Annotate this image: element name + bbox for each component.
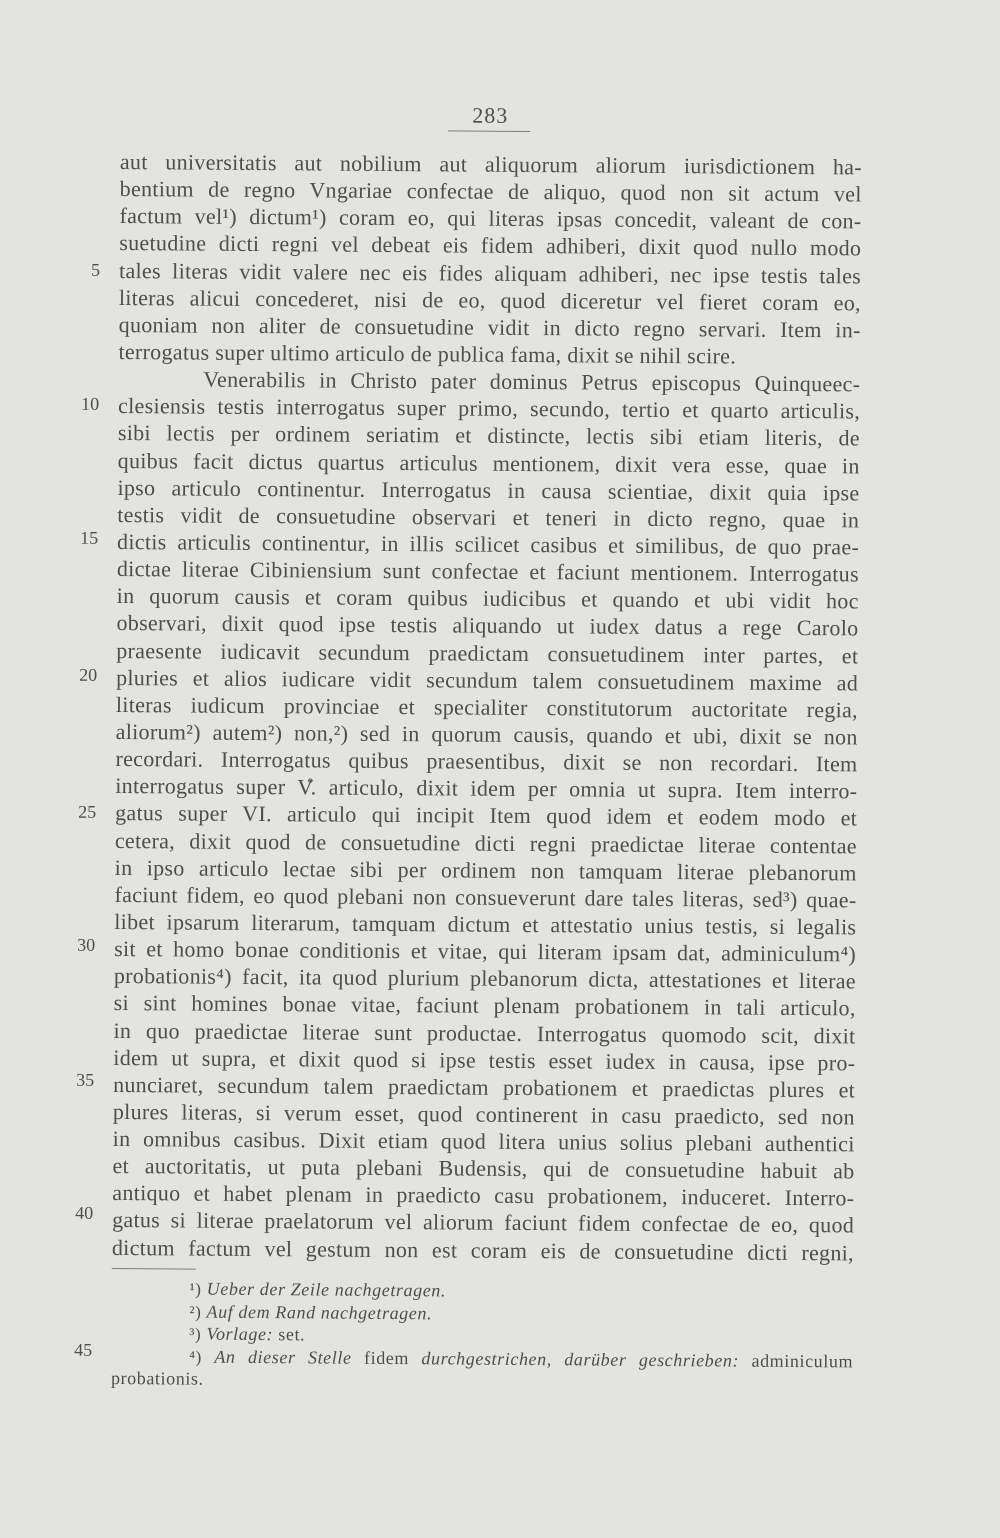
line-number: 25 bbox=[78, 801, 97, 822]
text-line: si sint homines bonae vitae, faciunt plenam probationem in tali articulo, bbox=[113, 990, 856, 1021]
text-line: testis vidit de consuetudine observari et teneri in dicto regno, quae in bbox=[117, 501, 860, 533]
footnote-marker: ³) bbox=[189, 1324, 202, 1344]
text-line: recordari. Interrogatus quibus praesentibus, dixit se non recordari. Item bbox=[115, 746, 858, 777]
footnote-marker: ²) bbox=[189, 1302, 202, 1322]
text-line: suetudine dicti regni vel debeat eis fidem adhiberi, dixit quod nullo modo bbox=[119, 230, 862, 261]
footnote-text-roman: adminiculum bbox=[751, 1350, 854, 1371]
footnote-text-italic: An dieser Stelle bbox=[214, 1346, 352, 1368]
text-line: ipso articulo continentur. Interrogatus in causa scientiae, dixit quia ipse bbox=[117, 474, 860, 506]
text-line: tales literas vidit valere nec eis fides aliquam adhiberi, nec ipse testis tales bbox=[119, 257, 862, 288]
footnote-text-italic: durchgestrichen, darüber geschrieben: bbox=[421, 1347, 740, 1371]
footnote-marker: ¹) bbox=[189, 1279, 202, 1299]
text-line: sit et homo bonae conditionis et vitae, qui literam ipsam dat, adminiculum⁴) bbox=[114, 936, 857, 967]
text-line: dictae literae Cibiniensium sunt confectae et faciunt mentionem. Interrogatus bbox=[116, 556, 859, 587]
line-number: 40 bbox=[75, 1202, 94, 1223]
text-line: antiquo et habet plenam in praedicto casu probationem, induceret. Interro- bbox=[112, 1180, 855, 1211]
footnote-text-roman: fidem bbox=[363, 1347, 410, 1368]
text-line: dictum factum vel gestum non est coram eis de consuetudine dicti regni, bbox=[111, 1234, 855, 1266]
text-line: aliorum²) autem²) non,²) sed in quorum causis, quando et ubi, dixit se non bbox=[115, 718, 858, 750]
text-line: observari, dixit quod ipse testis aliquando ut iudex datus a rege Carolo bbox=[116, 610, 859, 641]
footnote-marker: ⁴) bbox=[189, 1347, 203, 1367]
text-line: pluries et alios iudicare vidit secundum talem consuetudinem maxime ad bbox=[116, 664, 859, 696]
main-text bbox=[112, 148, 862, 1266]
text-line: faciunt fidem, eo quod plebani non consueverunt dare tales literas, sed³) quae- bbox=[114, 881, 857, 913]
footnote-label: Vorlage: bbox=[206, 1323, 274, 1345]
page-number-rule bbox=[448, 130, 530, 132]
line-number: 10 bbox=[81, 393, 100, 414]
text-line: libet ipsarum literarum, tamquam dictum et attestatio unius testis, si legalis bbox=[114, 908, 857, 940]
text-line: cetera, dixit quod de consuetudine dicti regni praedictae literae contentae bbox=[114, 827, 857, 858]
text-line: probationis⁴) facit, ita quod plurium plebanorum dicta, attestationes et literae bbox=[113, 963, 857, 994]
text-line: nunciaret, secundum talem praedictam probationem et praedictas plures et bbox=[113, 1071, 856, 1103]
line-number: 20 bbox=[79, 664, 98, 685]
line-number: 35 bbox=[76, 1069, 95, 1090]
footnote-text: set. bbox=[278, 1324, 306, 1345]
text-line: in quorum causis et coram quibus iudicibus et quando et ubi vidit hoc bbox=[116, 583, 859, 614]
text-line: in quo praedictae literae sunt productae. Interrogatus quomodo scit, dixit bbox=[113, 1017, 856, 1048]
text-line: in ipso articulo lectae sibi per ordinem non tamquam literae plebanorum bbox=[114, 854, 857, 886]
text-line: quibus facit dictus quartus articulus mentionem, dixit vera esse, quae in bbox=[117, 447, 860, 478]
footnote-separator bbox=[112, 1268, 196, 1270]
text-line: et auctoritatis, ut puta plebani Budensis, qui de consuetudine habuit ab bbox=[112, 1153, 855, 1184]
text-line: idem ut supra, et dixit quod si ipse testis esset iudex in causa, ipse pro- bbox=[113, 1044, 856, 1076]
text-line: aut universitatis aut nobilium aut aliquorum aliorum iurisdictionem ha- bbox=[119, 148, 862, 180]
footnotes bbox=[111, 1277, 854, 1395]
line-number: 45 bbox=[74, 1339, 93, 1360]
text-line: bentium de regno Vngariae confectae de aliquo, quod non sit actum vel bbox=[119, 176, 862, 207]
text-line: quoniam non aliter de consuetudine vidit in dicto regno servari. Item in- bbox=[118, 311, 861, 343]
text-line: Venerabilis in Christo pater dominus Petrus episcopus Quinqueec- bbox=[203, 366, 861, 397]
text-line: praesente iudicavit secundum praedictam consuetudinem inter partes, et bbox=[116, 637, 859, 668]
text-line: literas alicui concederet, nisi de eo, quod diceretur vel fieret coram eo, bbox=[118, 284, 861, 316]
text-line: gatus super VI. articulo qui incipit Item quod idem et eodem modo et bbox=[115, 800, 858, 831]
text-line: sibi lectis per ordinem seriatim et distincte, lectis sibi etiam literis, de bbox=[117, 420, 860, 451]
text-line: interrogatus super V̊. articulo, dixit idem per omnia ut supra. Item interro- bbox=[115, 773, 858, 804]
footnote-text: Ueber der Zeile nachgetragen. bbox=[206, 1278, 447, 1301]
text-line: clesiensis testis interrogatus super primo, secundo, tertio et quarto articulis, bbox=[118, 393, 861, 424]
line-number: 30 bbox=[77, 934, 96, 955]
footnote-4-continuation: probationis. bbox=[110, 1367, 204, 1389]
line-number: 5 bbox=[91, 259, 101, 280]
text-line: gatus si literae praelatorum vel aliorum faciunt fidem confectae de eo, quod bbox=[112, 1207, 855, 1238]
text-line: terrogatus super ultimo articulo de publica fama, dixit se nihil scire. bbox=[118, 338, 737, 369]
text-line: in omnibus casibus. Dixit etiam quod litera unius solius plebani authentici bbox=[112, 1126, 855, 1157]
text-line: plures literas, si verum esset, quod continerent in casu praedicto, sed non bbox=[112, 1098, 856, 1130]
text-line: dictis articulis continentur, in illis scilicet casibus et similibus, de quo prae- bbox=[117, 528, 860, 560]
footnote-text: Auf dem Rand nachgetragen. bbox=[206, 1301, 433, 1323]
page-number: 283 bbox=[472, 102, 509, 128]
line-number: 15 bbox=[80, 527, 99, 548]
text-line: literas iudicum provinciae et specialiter constitutorum auctoritate regia, bbox=[115, 691, 858, 723]
text-line: factum vel¹) dictum¹) coram eo, qui literas ipsas concedit, valeant de con- bbox=[119, 203, 862, 234]
